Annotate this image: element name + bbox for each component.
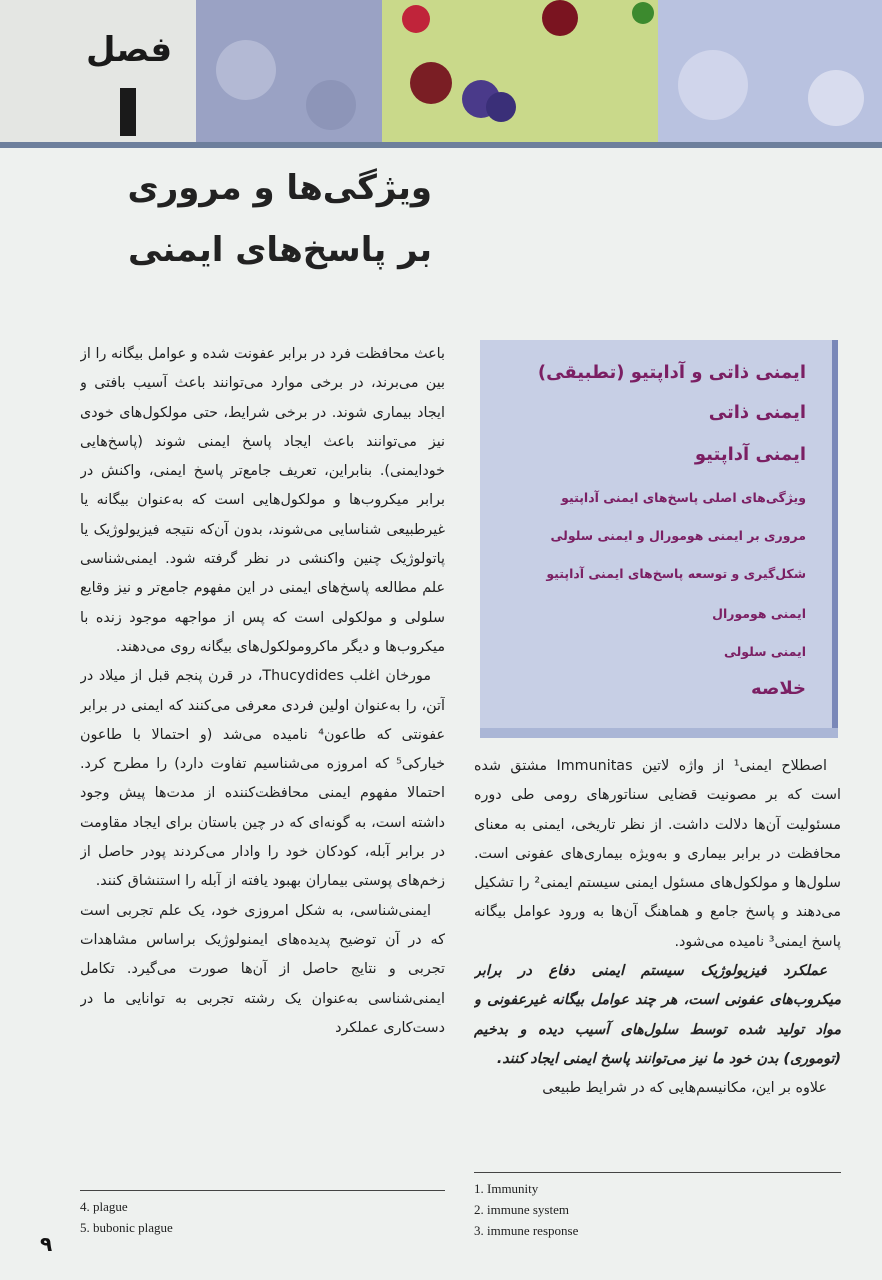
chapter-number-bar bbox=[120, 88, 136, 136]
outline-item: ایمنی سلولی bbox=[723, 644, 806, 659]
banner-tile-4 bbox=[658, 0, 882, 142]
footnote-1: 1. Immunity bbox=[474, 1181, 539, 1196]
right-paragraph-1: اصطلاح ایمنی¹ از واژه لاتین Immunitas مشتق شده است که بر مصونیت قضایی سناتورهای رومی طی دوره مسئولیت آن‌ها دلالت داشت. از نظر تاریخی، ایمنی به معنای محافظت در برابر بیماری و به‌ویژه بیماری‌های عفونی است. سلول‌ها و مولکول‌های مسئول ایمنی سیستم ایمنی² را تشکیل می‌دهند و پاسخ جامع و هماهنگ آن‌ها به ورود عوامل بیگانه پاسخ ایمنی³ نامیده می‌شود. bbox=[474, 758, 841, 950]
footnote-2: 2. immune system bbox=[474, 1202, 569, 1217]
footnote-4: 4. plague bbox=[80, 1199, 128, 1214]
outline-item: ایمنی هومورال bbox=[712, 606, 806, 621]
right-paragraph-3: علاوه بر این، مکانیسم‌هایی که در شرایط طبیعی bbox=[542, 1080, 827, 1097]
footnotes-left bbox=[80, 1196, 173, 1238]
footnotes-right bbox=[474, 1178, 578, 1241]
chapter-title-line1: ویژگی‌ها و مروری bbox=[127, 168, 432, 208]
banner-tile-3 bbox=[382, 0, 658, 142]
banner-strip bbox=[0, 142, 882, 148]
outline-box-shadow bbox=[480, 728, 838, 738]
left-paragraph-2: مورخان اغلب Thucydides، در قرن پنجم قبل از میلاد در آتن، را به‌عنوان اولین فردی معرفی می‌کنند که ایمنی در برابر عفونتی که طاعون⁴ نامیده می‌شد (و احتمالا با طاعون خیارکی⁵ که امروزه می‌شناسیم تفاوت دارد) را مطرح کرد. احتمالا مفهوم ایمنی محافظت‌کننده از مدت‌ها پیش وجود داشته است، به گونه‌ای که در چین باستان برای ایجاد مقاومت در برابر آبله، کودکان خود را وادار می‌کردند پودر حاصل از زخم‌های پوستی بیماران بهبود یافته از آبله را استنشاق کنند. bbox=[80, 668, 445, 890]
chapter-outline-box bbox=[480, 340, 838, 730]
footnote-rule-left bbox=[80, 1190, 445, 1191]
left-paragraph-1: باعث محافظت فرد در برابر عفونت شده و عوامل بیگانه را از بین می‌برند، در برخی موارد می‌توانند باعث آسیب بافتی و ایجاد بیماری شوند. در برخی شرایط، حتی مولکول‌های خودی نیز می‌توانند باعث ایجاد پاسخ ایمنی شوند (پاسخ‌هایی خودایمنی). بنابراین، تعریف جامع‌تر پاسخ ایمنی، واکنش در برابر میکروب‌ها و مولکول‌هایی است که به‌عنوان بیگانه یا غیرطبیعی شناسایی می‌شوند، بدون آن‌که نتیجه فیزیولوژیک یا پاتولوژیک چنین واکنشی در نظر گرفته شود. ایمنی‌شناسی علم مطالعه پاسخ‌های ایمنی در این مفهوم جامع‌تر و نیز وقایع سلولی و مولکولی است که پس از مواجهه موجود زنده با میکروب‌ها و دیگر ماکرومولکول‌های بیگانه روی می‌دهند. bbox=[80, 346, 445, 655]
outline-item: شکل‌گیری و توسعه پاسخ‌های ایمنی آداپتیو bbox=[546, 566, 806, 581]
page-number: ۹ bbox=[40, 1232, 53, 1256]
footnote-rule-right bbox=[474, 1172, 841, 1173]
right-text-column bbox=[474, 752, 841, 1164]
left-paragraph-3: ایمنی‌شناسی، به شکل امروزی خود، یک علم تجربی است که در آن توضیح پدیده‌های ایمنولوژیک براساس مشاهدات تجربی و نتایج حاصل از آن‌ها صورت می‌گیرد. تکامل ایمنی‌شناسی به‌عنوان یک رشته تجربی به توانایی ما در دست‌کاری عملکرد bbox=[80, 902, 445, 1036]
left-text-column bbox=[80, 340, 445, 1186]
footnote-3: 3. immune response bbox=[474, 1223, 579, 1238]
outline-item: مروری بر ایمنی هومورال و ایمنی سلولی bbox=[550, 528, 806, 543]
outline-item: ایمنی آداپتیو bbox=[694, 444, 806, 465]
outline-item: ویژگی‌های اصلی پاسخ‌های ایمنی آداپتیو bbox=[561, 490, 806, 505]
banner-tile-2 bbox=[196, 0, 382, 142]
footnote-5: 5. bubonic plague bbox=[80, 1220, 173, 1235]
right-paragraph-2: عملکرد فیزیولوژیک سیستم ایمنی دفاع در برابر میکروب‌های عفونی است، هر چند عوامل بیگانه غیرعفونی و مواد تولید شده توسط سلول‌های آسیب دیده و بدخیم (توموری) بدن خود ما نیز می‌توانند پاسخ ایمنی ایجاد کنند. bbox=[474, 963, 841, 1067]
outline-item: خلاصه bbox=[751, 678, 806, 699]
chapter-title-line2: بر پاسخ‌های ایمنی bbox=[127, 230, 432, 270]
chapter-label: فصل bbox=[86, 30, 173, 70]
outline-item: ایمنی ذاتی و آداپتیو (تطبیقی) bbox=[537, 362, 806, 383]
banner-tile-1 bbox=[0, 0, 196, 142]
outline-item: ایمنی ذاتی bbox=[708, 402, 806, 423]
